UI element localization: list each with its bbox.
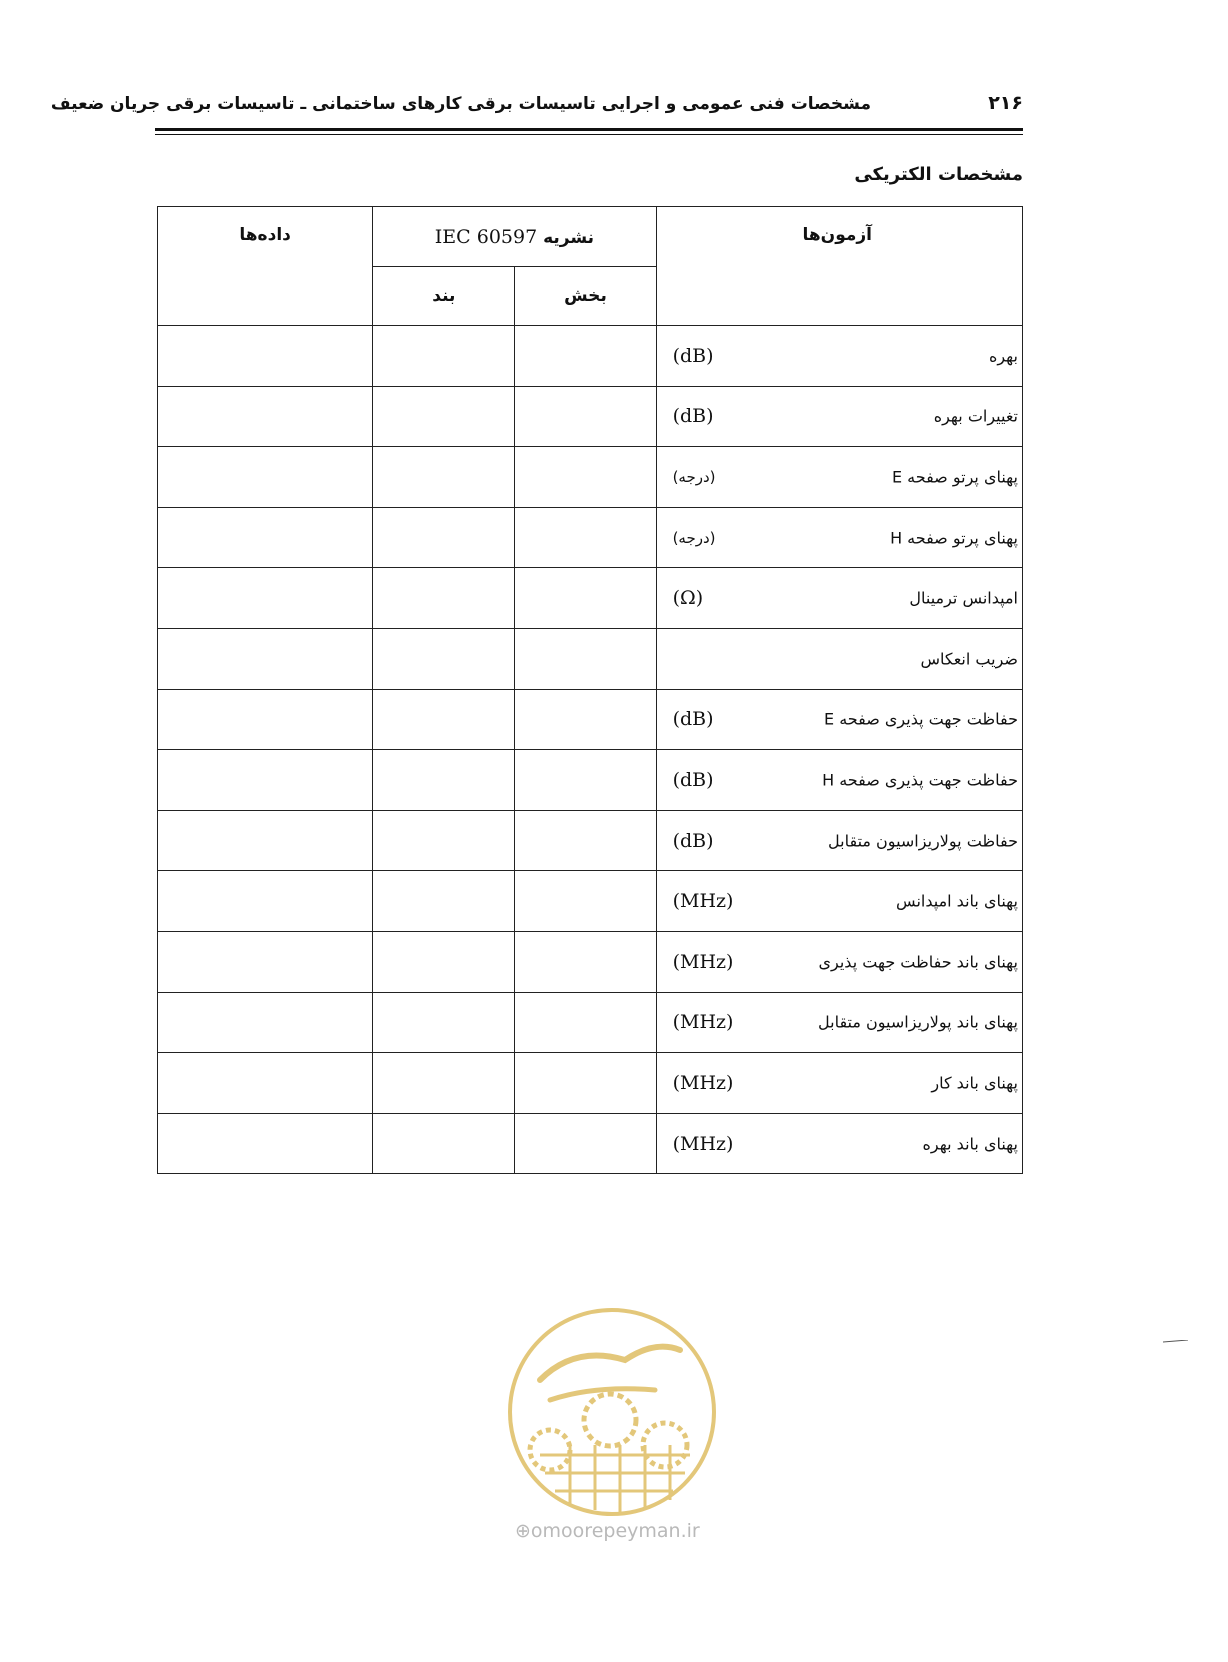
- clause-cell: [373, 931, 515, 992]
- test-cell: [656, 568, 1022, 629]
- header-clause: بند: [373, 267, 515, 326]
- part-cell: [515, 447, 656, 508]
- table-row: [158, 447, 1023, 508]
- clause-cell: [373, 689, 515, 750]
- test-name: تغییرات بهره: [933, 406, 1018, 426]
- table-row: [158, 326, 1023, 387]
- table-row: [158, 992, 1023, 1053]
- part-cell: [515, 628, 656, 689]
- test-unit: (dB): [672, 768, 714, 791]
- test-cell: [656, 326, 1022, 387]
- part-cell: [515, 931, 656, 992]
- data-cell: [158, 1053, 373, 1114]
- watermark-url-text: omoorepeyman.ir: [530, 1520, 700, 1542]
- data-cell: [158, 447, 373, 508]
- page-number: ۲۱۶: [988, 92, 1023, 114]
- test-unit: (dB): [672, 708, 714, 731]
- clause-cell: [373, 386, 515, 447]
- table-row: [158, 810, 1023, 871]
- test-name: پهنای باند پولاریزاسیون متقابل: [818, 1012, 1018, 1032]
- test-unit: (MHz): [672, 1071, 734, 1094]
- clause-cell: [373, 871, 515, 932]
- globe-icon: ⊕: [515, 1520, 531, 1542]
- publication-code: IEC 60597: [434, 225, 538, 248]
- data-cell: [158, 689, 373, 750]
- test-cell: [656, 1113, 1022, 1174]
- table-row: [158, 568, 1023, 629]
- data-cell: [158, 507, 373, 568]
- clause-cell: [373, 628, 515, 689]
- test-name: امپدانس ترمینال: [909, 588, 1018, 608]
- test-cell: [656, 507, 1022, 568]
- scan-speck: [1163, 1340, 1188, 1343]
- test-unit: (MHz): [672, 1011, 734, 1034]
- data-cell: [158, 628, 373, 689]
- part-cell: [515, 810, 656, 871]
- data-cell: [158, 931, 373, 992]
- watermark-url: [515, 1520, 700, 1542]
- test-cell: [656, 931, 1022, 992]
- part-cell: [515, 326, 656, 387]
- watermark-logo: [505, 1305, 720, 1520]
- test-cell: [656, 386, 1022, 447]
- data-cell: [158, 1113, 373, 1174]
- header-publication: [373, 207, 656, 267]
- data-cell: [158, 750, 373, 811]
- page-header: [50, 88, 1023, 128]
- test-cell: [656, 628, 1022, 689]
- part-cell: [515, 386, 656, 447]
- test-name: پهنای باند بهره: [922, 1134, 1018, 1154]
- test-name: بهره: [988, 346, 1018, 366]
- data-cell: [158, 871, 373, 932]
- part-cell: [515, 568, 656, 629]
- test-name: حفاظت جهت پذیری صفحه H: [822, 770, 1018, 790]
- clause-cell: [373, 447, 515, 508]
- test-cell: [656, 689, 1022, 750]
- header-data: داده‌ها: [158, 207, 373, 326]
- clause-cell: [373, 810, 515, 871]
- test-cell: [656, 992, 1022, 1053]
- header-tests: آزمون‌ها: [656, 207, 1022, 326]
- test-cell: [656, 810, 1022, 871]
- test-cell: [656, 750, 1022, 811]
- part-cell: [515, 750, 656, 811]
- data-cell: [158, 326, 373, 387]
- test-unit: (درجه): [672, 528, 716, 547]
- electrical-spec-table: [157, 206, 1023, 1174]
- part-cell: [515, 992, 656, 1053]
- publication-prefix: نشریه: [543, 227, 595, 248]
- part-cell: [515, 1053, 656, 1114]
- part-cell: [515, 689, 656, 750]
- section-heading: مشخصات الکتریکی: [854, 164, 1023, 185]
- test-cell: [656, 1053, 1022, 1114]
- table-row: [158, 871, 1023, 932]
- part-cell: [515, 507, 656, 568]
- header-part: بخش: [515, 267, 656, 326]
- test-name: پهنای باند امپدانس: [896, 891, 1018, 911]
- part-cell: [515, 871, 656, 932]
- clause-cell: [373, 1053, 515, 1114]
- clause-cell: [373, 750, 515, 811]
- data-cell: [158, 810, 373, 871]
- data-cell: [158, 992, 373, 1053]
- part-cell: [515, 1113, 656, 1174]
- running-title: مشخصات فنی عمومی و اجرایی تاسیسات برقی کارهای ساختمانی ـ تاسیسات برقی جریان ضعیف: [50, 94, 871, 114]
- table-row: [158, 750, 1023, 811]
- table-row: [158, 507, 1023, 568]
- clause-cell: [373, 326, 515, 387]
- table-row: [158, 931, 1023, 992]
- test-name: پهنای باند حفاظت جهت پذیری: [818, 952, 1018, 972]
- header-rule-thick: [155, 128, 1023, 131]
- test-name: پهنای پرتو صفحه H: [890, 528, 1018, 548]
- table-body: [158, 326, 1023, 1174]
- table-row: [158, 628, 1023, 689]
- test-name: حفاظت پولاریزاسیون متقابل: [828, 831, 1018, 851]
- table-row: [158, 689, 1023, 750]
- table-row: [158, 1113, 1023, 1174]
- table-row: [158, 386, 1023, 447]
- data-cell: [158, 568, 373, 629]
- test-unit: (dB): [672, 405, 714, 428]
- test-unit: (Ω): [672, 587, 704, 610]
- table-row: [158, 1053, 1023, 1114]
- test-unit: (MHz): [672, 950, 734, 973]
- test-unit: (dB): [672, 829, 714, 852]
- test-cell: [656, 871, 1022, 932]
- test-name: ضریب انعکاس: [920, 649, 1018, 669]
- test-name: پهنای پرتو صفحه E: [891, 467, 1018, 487]
- clause-cell: [373, 507, 515, 568]
- test-unit: (درجه): [672, 467, 716, 486]
- test-unit: (MHz): [672, 1132, 734, 1155]
- test-cell: [656, 447, 1022, 508]
- clause-cell: [373, 1113, 515, 1174]
- clause-cell: [373, 992, 515, 1053]
- data-cell: [158, 386, 373, 447]
- test-name: پهنای باند کار: [931, 1073, 1018, 1093]
- test-unit: (MHz): [672, 890, 734, 913]
- header-rule-thin: [155, 134, 1023, 135]
- test-unit: (dB): [672, 344, 714, 367]
- clause-cell: [373, 568, 515, 629]
- test-name: حفاظت جهت پذیری صفحه E: [824, 709, 1018, 729]
